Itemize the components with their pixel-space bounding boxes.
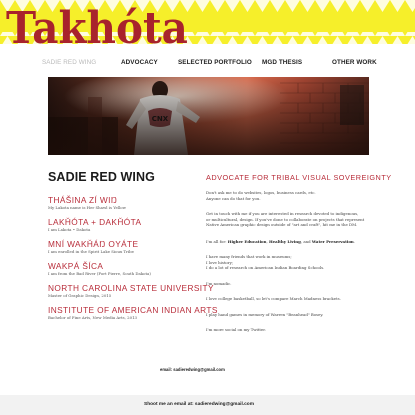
para-line: I'm more social on my Twitter. — [206, 327, 266, 332]
advocacy-paragraph — [206, 327, 376, 333]
highlight-healthy-living: Healthy Living — [268, 239, 301, 244]
profile-item-title: LAKȞÓTA + DAKȞÓTA — [48, 217, 142, 227]
profile-name: SADIE RED WING — [48, 170, 155, 184]
profile-item-title: WAKPÁ ŠÍCA — [48, 261, 104, 271]
footer-bar — [0, 395, 415, 415]
para-text: I'm all for: — [206, 239, 228, 244]
advocacy-paragraph — [206, 239, 376, 245]
para-line: I play hand games in memory of Warren "Beanhead" Bosey. — [206, 312, 324, 317]
footer-contact-text[interactable]: Shoot me an email at: sadieredwing@gmail.com — [144, 402, 254, 407]
highlight-higher-education: Higher Education — [227, 239, 267, 244]
profile-item-sub: Master of Graphic Design, 2015 — [48, 293, 112, 298]
nav-item-mgd-thesis[interactable]: MGD THESIS — [262, 59, 303, 66]
profile-item-sub: I am from the Bad River (Fort Pierre, South Dakota) — [48, 271, 151, 276]
para-line: Native American graphic design outside of "art and craft", hit me in the DM. — [206, 222, 358, 227]
advocacy-paragraph — [206, 254, 376, 271]
para-line: Anyone can do that for you. — [206, 195, 261, 201]
advocacy-column — [206, 173, 392, 332]
para-text: , — [266, 239, 269, 244]
profile-item-sub: My Lakota name is Her Shawl is Yellow — [48, 205, 126, 210]
nav-item-home[interactable]: SADIE RED WING — [42, 59, 97, 66]
para-line: I love college basketball, so let's compare March Madness brackets. — [206, 296, 341, 301]
para-line: I'm nomadic. — [206, 281, 232, 286]
footer-email[interactable]: email: sadieredwing@gmail.com — [160, 367, 225, 372]
profile-item-title: MNÍ WAKȞÁŊ OYÁTE — [48, 239, 139, 249]
site-logo[interactable]: Takhóta — [6, 3, 188, 54]
advocacy-paragraph — [206, 312, 376, 318]
profile-item — [48, 305, 218, 321]
nav-item-selected-portfolio[interactable]: SELECTED PORTFOLIO — [178, 59, 252, 66]
advocacy-heading: ADVOCATE FOR TRIBAL VISUAL SOVEREIGNTY — [206, 173, 392, 182]
profile-item — [48, 195, 198, 211]
para-line: I love history; — [206, 259, 234, 265]
advocacy-paragraph — [206, 296, 376, 302]
para-line: I do a lot of research on American Indian Boarding Schools. — [206, 265, 325, 270]
profile-item-sub: Bachelor of Fine Arts, New Media Arts, 2013 — [48, 315, 138, 320]
profile-item — [48, 239, 198, 255]
profile-item-title: THÁŠINA ZÍ WIŊ — [48, 195, 118, 205]
highlight-water-preservation: Water Preservation — [311, 239, 354, 244]
para-line: Don't ask me to do websites, logos, business cards, etc. — [206, 190, 316, 195]
profile-item — [48, 283, 214, 299]
profile-item-title: INSTITUTE OF AMERICAN INDIAN ARTS — [48, 305, 218, 315]
profile-item-title: NORTH CAROLINA STATE UNIVERSITY — [48, 283, 214, 293]
para-text: . — [353, 239, 356, 244]
profile-item-sub: I am enrolled in the Spirit Lake Sioux Tribe — [48, 249, 134, 254]
para-line: Get in touch with me if you are interested in research devoted to indigenous, — [206, 211, 359, 216]
main-nav — [42, 59, 377, 71]
profile-item — [48, 217, 198, 233]
advocacy-paragraph — [206, 281, 376, 287]
para-text: , and — [300, 239, 312, 244]
profile-item — [48, 261, 198, 277]
para-line: I have many friends that work in museums; — [206, 254, 292, 259]
advocacy-paragraph — [206, 190, 376, 201]
advocacy-paragraph — [206, 211, 376, 228]
hero-photo — [48, 77, 369, 155]
nav-item-other-work[interactable]: OTHER WORK — [332, 59, 377, 66]
nav-item-advocacy[interactable]: ADVOCACY — [121, 59, 158, 66]
hero-image — [48, 77, 369, 155]
profile-item-sub: I am Lakota • Dakota — [48, 227, 91, 232]
para-line: or multicultural, design. If you've done to collaborate on projects that represent — [206, 216, 365, 222]
